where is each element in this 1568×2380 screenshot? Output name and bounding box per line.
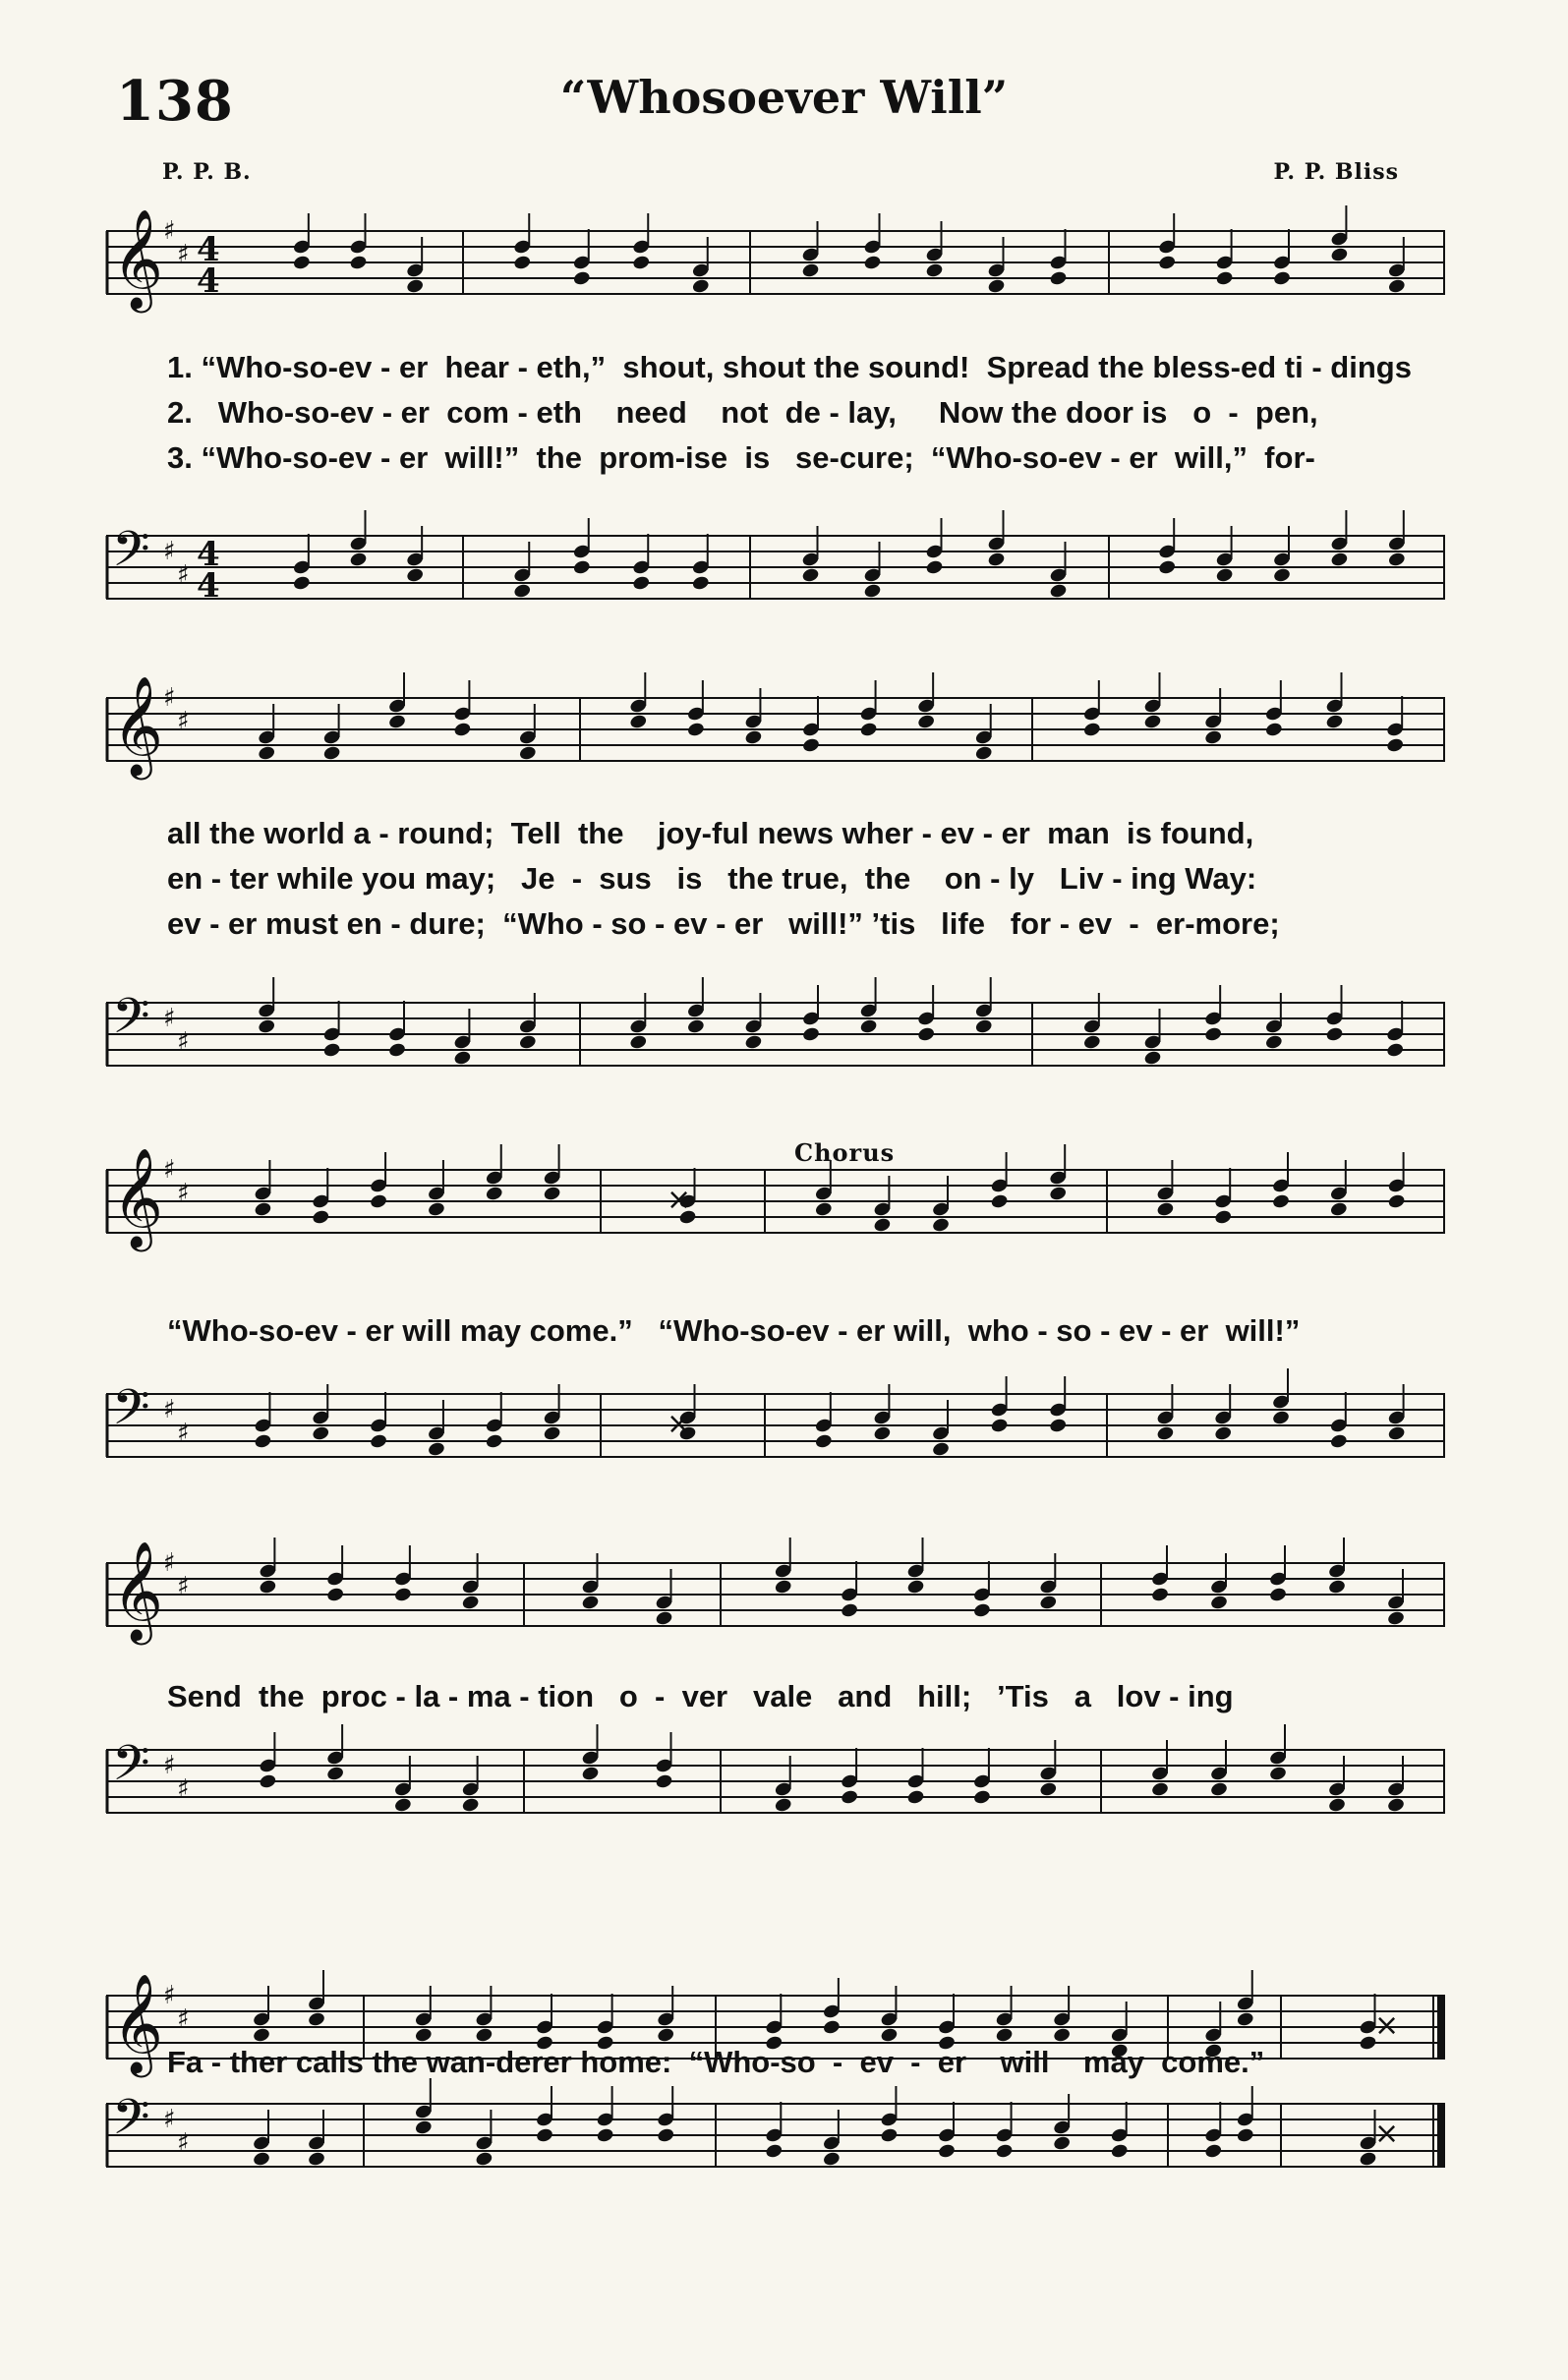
bass-staff: [106, 521, 1445, 606]
notehead: [1264, 722, 1283, 738]
notehead: [1214, 1425, 1233, 1442]
page-number: 138: [116, 69, 234, 134]
notehead: [1110, 2143, 1129, 2160]
notehead: [572, 559, 591, 576]
notehead: [657, 2027, 675, 2044]
notehead: [581, 1595, 600, 1611]
notehead: [691, 575, 710, 592]
sharp-icon: ♯: [163, 1981, 176, 2010]
notehead: [974, 745, 993, 762]
notehead: [937, 2143, 956, 2160]
time-signature-numerator: 4: [197, 535, 220, 574]
notehead: [322, 1042, 341, 1059]
sharp-icon: ♯: [163, 1395, 176, 1424]
notehead: [1327, 1579, 1346, 1596]
sharp-icon: ♯: [177, 560, 190, 590]
final-barline: [1437, 2104, 1445, 2167]
notehead: [822, 2019, 841, 2036]
notehead: [1386, 1797, 1405, 1814]
notehead: [990, 1418, 1009, 1434]
notehead: [427, 1441, 445, 1458]
notehead: [1330, 247, 1349, 263]
notehead: [1053, 2135, 1072, 2152]
hymn-title: “Whosoever Will”: [559, 71, 1009, 124]
notehead: [657, 2127, 675, 2144]
notehead: [254, 1433, 272, 1450]
notehead: [292, 255, 311, 271]
notehead: [1271, 1193, 1290, 1210]
composer-credit-right: P. P. Bliss: [1273, 159, 1399, 185]
bass-clef-icon: 𝄢: [112, 1379, 150, 1448]
notehead: [931, 1217, 950, 1234]
sharp-icon: ♯: [163, 1155, 176, 1185]
notehead: [1272, 270, 1291, 287]
notehead: [254, 1201, 272, 1218]
notehead: [1272, 567, 1291, 584]
notehead: [863, 255, 882, 271]
time-signature-denominator: 4: [197, 566, 220, 606]
treble-staff: [106, 1539, 1445, 1641]
notehead: [543, 1425, 561, 1442]
notehead: [258, 745, 276, 762]
notehead: [393, 1797, 412, 1814]
notehead: [543, 1186, 561, 1202]
notehead: [259, 1579, 277, 1596]
notehead: [972, 1789, 991, 1806]
notehead: [1158, 255, 1177, 271]
notehead: [863, 583, 882, 600]
treble-clef-icon: 𝄞: [112, 1539, 164, 1641]
notehead: [572, 270, 591, 287]
notehead: [655, 1610, 673, 1627]
notehead: [801, 262, 820, 279]
notehead: [453, 722, 472, 738]
notehead: [1236, 2011, 1254, 2028]
notehead: [513, 583, 532, 600]
treble-clef-icon: 𝄞: [112, 207, 164, 309]
notehead: [414, 2027, 433, 2044]
notehead: [880, 2027, 899, 2044]
notehead: [349, 255, 368, 271]
sharp-icon: ♯: [177, 1774, 190, 1804]
sharp-icon: ♯: [177, 1179, 190, 1208]
notehead: [774, 1579, 792, 1596]
notehead: [917, 1026, 936, 1043]
notehead: [1264, 1034, 1283, 1051]
notehead: [1386, 1042, 1405, 1059]
notehead: [814, 1433, 833, 1450]
notehead: [252, 2151, 270, 2168]
notehead: [859, 1018, 878, 1035]
notehead: [1387, 1193, 1406, 1210]
bass-clef-icon: 𝄢: [112, 521, 150, 590]
notehead: [581, 1766, 600, 1782]
notehead: [1215, 567, 1234, 584]
notehead: [349, 551, 368, 568]
notehead: [1053, 2027, 1072, 2044]
notehead: [925, 559, 944, 576]
lyric-line-verse-3: 3. “Who-so-ev - er will!” the prom-ise is se-cure; “Who-so-ev - er will,” for-: [167, 440, 1315, 475]
notehead: [931, 1441, 950, 1458]
notehead: [393, 1587, 412, 1603]
rest-icon: ×: [1374, 2117, 1400, 2151]
notehead: [691, 278, 710, 295]
notehead: [252, 2027, 270, 2044]
sharp-icon: ♯: [177, 1027, 190, 1057]
lyric-line-verse-2: 2. Who-so-ev - er com - eth need not de - lay, Now the door is o - pen,: [167, 395, 1318, 430]
sharp-icon: ♯: [163, 216, 176, 246]
lyric-line-chorus: Fa - ther calls the wan-derer home: “Who-so - ev - er will may come.”: [167, 2045, 1265, 2079]
notehead: [1386, 737, 1405, 754]
notehead: [322, 745, 341, 762]
bass-clef-icon: 𝄢: [112, 2089, 150, 2158]
notehead: [1204, 729, 1223, 746]
notehead: [906, 1789, 925, 1806]
treble-staff: [106, 207, 1445, 309]
treble-clef-icon: 𝄞: [112, 1972, 164, 2073]
notehead: [1204, 1026, 1223, 1043]
sharp-icon: ♯: [163, 1004, 176, 1033]
sharp-icon: ♯: [177, 2128, 190, 2158]
notehead: [873, 1425, 892, 1442]
sharp-icon: ♯: [177, 707, 190, 736]
treble-clef-icon: 𝄞: [112, 674, 164, 776]
notehead: [1329, 1201, 1348, 1218]
notehead: [686, 1018, 705, 1035]
notehead: [744, 729, 763, 746]
notehead: [765, 2143, 784, 2160]
bass-clef-icon: 𝄢: [112, 1735, 150, 1804]
notehead: [518, 1034, 537, 1051]
notehead: [326, 1587, 345, 1603]
sharp-icon: ♯: [177, 1572, 190, 1601]
notehead: [1387, 1425, 1406, 1442]
notehead: [1143, 714, 1162, 730]
notehead: [1268, 1766, 1287, 1782]
notehead: [1049, 583, 1068, 600]
bass-clef-icon: 𝄢: [112, 988, 150, 1057]
notehead: [1327, 1797, 1346, 1814]
notehead: [1049, 1418, 1068, 1434]
notehead: [1039, 1595, 1058, 1611]
notehead: [995, 2027, 1014, 2044]
notehead: [461, 1595, 480, 1611]
notehead: [1236, 2127, 1254, 2144]
lyric-line-chorus: “Who-so-ev - er will may come.” “Who-so-ev - er will, who - so - ev - er will!”: [167, 1313, 1301, 1348]
rest-icon: ×: [667, 1183, 692, 1217]
notehead: [1158, 559, 1177, 576]
notehead: [629, 1034, 648, 1051]
time-signature-denominator: 4: [197, 261, 220, 301]
notehead: [1209, 1595, 1228, 1611]
notehead: [292, 575, 311, 592]
rest-icon: ×: [667, 1407, 692, 1441]
notehead: [1204, 2143, 1223, 2160]
notehead: [655, 1773, 673, 1790]
notehead: [859, 722, 878, 738]
lyric-line-verse-3: ev - er must en - dure; “Who - so - ev - er will!” ’tis life for - ev - er-more;: [167, 906, 1280, 941]
notehead: [880, 2127, 899, 2144]
notehead: [632, 255, 651, 271]
lyric-line-verse-1: all the world a - round; Tell the joy-ful news wher - ev - er man is found,: [167, 816, 1254, 850]
notehead: [518, 745, 537, 762]
notehead: [475, 2151, 494, 2168]
notehead: [841, 1602, 859, 1619]
sharp-icon: ♯: [163, 537, 176, 566]
notehead: [814, 1201, 833, 1218]
chorus-label: Chorus: [794, 1138, 896, 1167]
notehead: [1156, 1201, 1175, 1218]
notehead: [596, 2127, 614, 2144]
notehead: [990, 1193, 1009, 1210]
notehead: [370, 1433, 388, 1450]
treble-staff: [106, 674, 1445, 776]
bass-staff: [106, 1379, 1445, 1457]
notehead: [987, 551, 1006, 568]
notehead: [1156, 1425, 1175, 1442]
notehead: [774, 1797, 792, 1814]
bass-staff: [106, 1735, 1445, 1813]
notehead: [387, 714, 406, 730]
notehead: [1387, 278, 1406, 295]
notehead: [1359, 2151, 1377, 2168]
sharp-icon: ♯: [163, 683, 176, 713]
notehead: [744, 1034, 763, 1051]
notehead: [906, 1579, 925, 1596]
notehead: [1325, 714, 1344, 730]
notehead: [1150, 1587, 1169, 1603]
notehead: [987, 278, 1006, 295]
notehead: [801, 567, 820, 584]
notehead: [513, 255, 532, 271]
notehead: [326, 1766, 345, 1782]
notehead: [1049, 270, 1068, 287]
bass-staff: [106, 988, 1445, 1066]
notehead: [1215, 270, 1234, 287]
notehead: [1143, 1050, 1162, 1067]
notehead: [972, 1602, 991, 1619]
lyric-line-verse-1: 1. “Who-so-ev - er hear - eth,” shout, shout the sound! Spread the bless-ed ti - dings: [167, 350, 1412, 384]
notehead: [1325, 1026, 1344, 1043]
notehead: [1330, 551, 1349, 568]
notehead: [995, 2143, 1014, 2160]
lyric-line-chorus: Send the proc - la - ma - tion o - ver vale and hill; ’Tis a lov - ing: [167, 1679, 1234, 1713]
author-credit-left: P. P. B.: [162, 159, 252, 185]
notehead: [801, 737, 820, 754]
notehead: [1329, 1433, 1348, 1450]
sharp-icon: ♯: [177, 1419, 190, 1448]
notehead: [917, 714, 936, 730]
notehead: [1271, 1410, 1290, 1426]
notehead: [686, 722, 705, 738]
notehead: [1214, 1209, 1233, 1226]
notehead: [406, 278, 425, 295]
lyric-line-verse-2: en - ter while you may; Je - sus is the true, the on - ly Liv - ing Way:: [167, 861, 1257, 896]
notehead: [1209, 1781, 1228, 1798]
notehead: [387, 1042, 406, 1059]
notehead: [453, 1050, 472, 1067]
notehead: [307, 2151, 325, 2168]
bass-staff: [106, 2089, 1445, 2167]
notehead: [485, 1186, 503, 1202]
sharp-icon: ♯: [163, 1548, 176, 1578]
notehead: [974, 1018, 993, 1035]
sharp-icon: ♯: [177, 2004, 190, 2034]
notehead: [1049, 1186, 1068, 1202]
notehead: [629, 714, 648, 730]
notehead: [1268, 1587, 1287, 1603]
notehead: [312, 1425, 330, 1442]
notehead: [1386, 1610, 1405, 1627]
notehead: [1150, 1781, 1169, 1798]
time-signature-numerator: 4: [197, 230, 220, 269]
notehead: [427, 1201, 445, 1218]
notehead: [259, 1773, 277, 1790]
rest-icon: ×: [1374, 2008, 1400, 2043]
notehead: [307, 2011, 325, 2028]
notehead: [414, 2119, 433, 2136]
notehead: [873, 1217, 892, 1234]
sharp-icon: ♯: [163, 1751, 176, 1780]
treble-clef-icon: 𝄞: [112, 1146, 164, 1248]
notehead: [1039, 1781, 1058, 1798]
notehead: [258, 1018, 276, 1035]
sharp-icon: ♯: [177, 240, 190, 269]
notehead: [801, 1026, 820, 1043]
notehead: [1387, 551, 1406, 568]
notehead: [841, 1789, 859, 1806]
sharp-icon: ♯: [163, 2105, 176, 2134]
notehead: [925, 262, 944, 279]
notehead: [1082, 722, 1101, 738]
notehead: [461, 1797, 480, 1814]
notehead: [312, 1209, 330, 1226]
notehead: [632, 575, 651, 592]
notehead: [1082, 1034, 1101, 1051]
notehead: [475, 2027, 494, 2044]
notehead: [406, 567, 425, 584]
notehead: [485, 1433, 503, 1450]
notehead: [822, 2151, 841, 2168]
notehead: [370, 1193, 388, 1210]
notehead: [535, 2127, 553, 2144]
